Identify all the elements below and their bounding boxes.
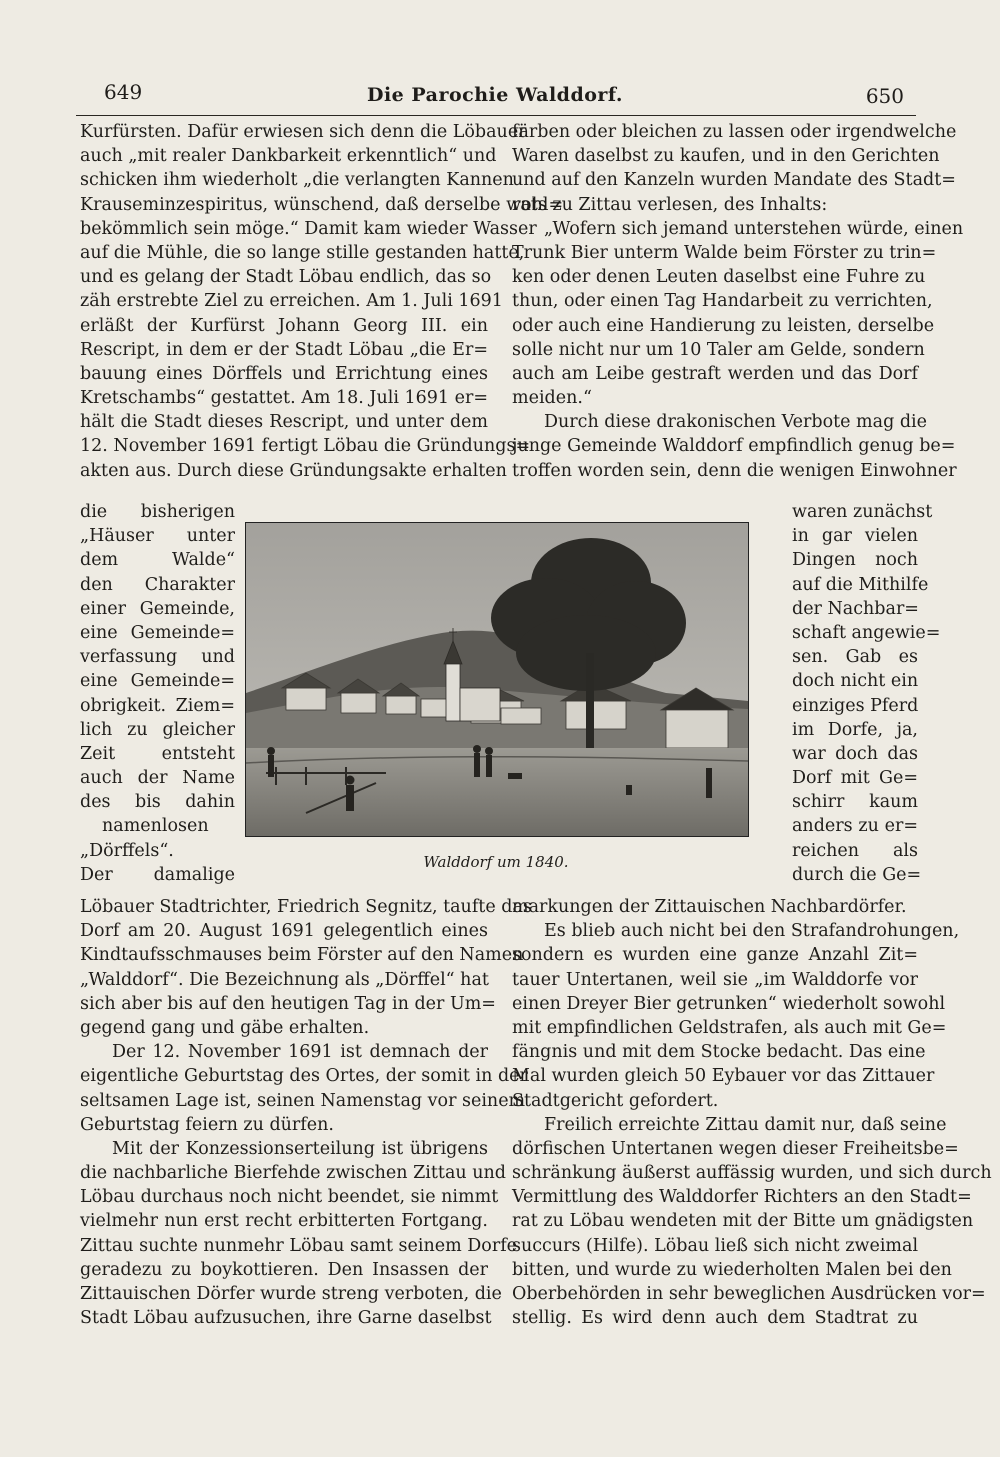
running-title: Die Parochie Walddorf. bbox=[366, 84, 624, 106]
text-line: durch die Ge= bbox=[792, 864, 922, 885]
text-line: war doch das bbox=[792, 743, 918, 764]
text-line: und auf den Kanzeln wurden Mandate des Stadt= bbox=[512, 170, 956, 191]
text-line: hält die Stadt dieses Rescript, und unter dem bbox=[80, 412, 488, 433]
header-rule bbox=[76, 115, 916, 116]
text-line: Löbau durchaus noch nicht beendet, sie nimmt bbox=[80, 1187, 499, 1208]
text-line: eine Gemeinde= bbox=[80, 622, 235, 643]
text-line: doch nicht ein bbox=[792, 671, 919, 692]
text-line: auf die Mühle, die so lange stille gestanden hatte, bbox=[80, 242, 525, 263]
right-column-bottom bbox=[512, 895, 992, 1330]
text-line: eigentliche Geburtstag des Ortes, der somit in der bbox=[80, 1066, 528, 1087]
text-line: junge Gemeinde Walddorf empfindlich genug be= bbox=[512, 436, 956, 457]
right-column-top bbox=[512, 120, 964, 483]
text-line: meiden.“ bbox=[512, 388, 592, 409]
text-line: 12. November 1691 fertigt Löbau die Gründungs= bbox=[80, 436, 531, 457]
text-line: seltsamen Lage ist, seinen Namenstag vor seinem bbox=[80, 1090, 526, 1111]
text-line: die bisherigen bbox=[80, 502, 235, 522]
text-line: schicken ihm wiederholt „die verlangten Kannen bbox=[80, 170, 514, 191]
text-line: namenlosen bbox=[102, 816, 209, 837]
text-line: anders zu er= bbox=[792, 816, 918, 837]
text-line: Stadtgericht gefordert. bbox=[512, 1090, 719, 1111]
village-illustration bbox=[245, 522, 749, 837]
text-line: „Dörffels“. bbox=[80, 840, 174, 861]
text-line: reichen als bbox=[792, 840, 918, 861]
text-line: oder auch eine Handierung zu leisten, derselbe bbox=[512, 315, 935, 336]
text-line: obrigkeit. Ziem= bbox=[80, 695, 235, 716]
text-line: des bis dahin bbox=[80, 792, 235, 813]
text-line: mit empfindlichen Geldstrafen, als auch mit Ge= bbox=[512, 1017, 947, 1038]
text-line: troffen worden sein, denn die wenigen Einwohner bbox=[512, 460, 957, 481]
page-header bbox=[80, 78, 910, 112]
text-line: Stadt Löbau aufzusuchen, ihre Garne daselbst bbox=[80, 1308, 492, 1329]
text-line: lich zu gleicher bbox=[80, 719, 235, 740]
text-line: Kretschambs“ gestattet. Am 18. Juli 1691 er= bbox=[80, 388, 488, 409]
text-line: gegend gang und gäbe erhalten. bbox=[80, 1017, 370, 1038]
text-line: Der damalige bbox=[80, 864, 235, 885]
text-line: stellig. Es wird denn auch dem Stadtrat zu bbox=[512, 1308, 918, 1329]
text-line: Oberbehörden in sehr beweglichen Ausdrücken vor= bbox=[512, 1284, 986, 1304]
text-line: verfassung und bbox=[80, 647, 235, 668]
text-line: Es blieb auch nicht bei den Strafandrohungen, bbox=[544, 921, 960, 942]
text-line: auf die Mithilfe bbox=[792, 574, 929, 595]
text-line: Dorf am 20. August 1691 gelegentlich eines bbox=[80, 921, 488, 942]
figure-caption: Walddorf um 1840. bbox=[423, 853, 569, 871]
text-line: rats zu Zittau verlesen, des Inhalts: bbox=[512, 194, 828, 215]
text-line: im Dorfe, ja, bbox=[792, 719, 918, 740]
text-line: Vermittlung des Walddorfer Richters an den Stadt= bbox=[512, 1187, 972, 1208]
text-line: bauung eines Dörffels und Errichtung eines bbox=[80, 363, 488, 384]
text-line: Trunk Bier unterm Walde beim Förster zu trin= bbox=[512, 242, 937, 263]
text-line: Zittau suchte nunmehr Löbau samt seinem Dorfe bbox=[80, 1235, 518, 1256]
text-line: zäh erstrebte Ziel zu erreichen. Am 1. Juli 1691 bbox=[80, 291, 503, 312]
walddorf-engraving bbox=[246, 523, 748, 836]
text-line: einer Gemeinde, bbox=[80, 598, 235, 619]
text-line: einen Dreyer Bier getrunken“ wiederholt sowohl bbox=[512, 993, 946, 1014]
left-column-bottom bbox=[80, 895, 532, 1330]
text-line: Freilich erreichte Zittau damit nur, daß seine bbox=[544, 1114, 947, 1135]
text-line: rat zu Löbau wendeten mit der Bitte um gnädigsten bbox=[512, 1211, 974, 1232]
text-line: fängnis und mit dem Stocke bedacht. Das eine bbox=[512, 1042, 926, 1063]
text-line: Der 12. November 1691 ist demnach der bbox=[112, 1042, 488, 1063]
text-line: waren zunächst bbox=[792, 502, 933, 522]
text-line: succurs (Hilfe). Löbau ließ sich nicht zweimal bbox=[512, 1235, 919, 1256]
text-line: erläßt der Kurfürst Johann Georg III. ein bbox=[80, 315, 488, 336]
text-line: eine Gemeinde= bbox=[80, 671, 235, 692]
text-line: Kindtaufsschmauses beim Förster auf den Namen bbox=[80, 945, 524, 966]
text-line: vielmehr nun erst recht erbitterten Fortgang. bbox=[80, 1211, 488, 1232]
text-line: dem Walde“ bbox=[80, 550, 235, 571]
text-line: in gar vielen bbox=[792, 526, 918, 547]
text-line: thun, oder einen Tag Handarbeit zu verrichten, bbox=[512, 291, 933, 312]
text-line: Dorf mit Ge= bbox=[792, 768, 918, 789]
text-line: Löbauer Stadtrichter, Friedrich Segnitz, taufte das bbox=[80, 897, 532, 917]
text-line: den Charakter bbox=[80, 574, 235, 595]
page-number-left: 649 bbox=[104, 80, 143, 104]
text-line: „Wofern sich jemand unterstehen würde, einen bbox=[544, 218, 964, 239]
text-line: Zittauischen Dörfer wurde streng verboten, die bbox=[80, 1284, 502, 1304]
text-line: schaft angewie= bbox=[792, 622, 941, 643]
text-line: Waren daselbst zu kaufen, und in den Gerichten bbox=[512, 146, 940, 167]
text-line: Kurfürsten. Dafür erwiesen sich denn die Löbauer bbox=[80, 122, 527, 142]
text-line: Rescript, in dem er der Stadt Löbau „die Er= bbox=[80, 339, 488, 360]
left-column-narrow bbox=[80, 500, 235, 887]
right-column-narrow bbox=[792, 500, 941, 887]
text-line: auch der Name bbox=[80, 768, 235, 789]
text-line: „Häuser unter bbox=[80, 526, 235, 547]
text-line: ken oder denen Leuten daselbst eine Fuhre zu bbox=[512, 267, 926, 288]
text-line: „Walddorf“. Die Bezeichnung als „Dörffel“ hat bbox=[80, 969, 489, 990]
text-line: auch am Leibe gestraft werden und das Dorf bbox=[512, 363, 918, 384]
text-line: schirr kaum bbox=[792, 792, 918, 813]
text-line: Mit der Konzessionserteilung ist übrigens bbox=[112, 1138, 488, 1159]
text-line: Durch diese drakonischen Verbote mag die bbox=[544, 412, 928, 433]
text-line: solle nicht nur um 10 Taler am Gelde, sondern bbox=[512, 339, 925, 360]
text-line: sondern es wurden eine ganze Anzahl Zit= bbox=[512, 945, 918, 966]
text-line: sich aber bis auf den heutigen Tag in der Um= bbox=[80, 993, 496, 1014]
text-line: der Nachbar= bbox=[792, 598, 919, 619]
text-line: markungen der Zittauischen Nachbardörfer. bbox=[512, 897, 907, 917]
text-line: Zeit entsteht bbox=[80, 743, 235, 764]
text-line: geradezu zu boykottieren. Den Insassen der bbox=[80, 1259, 488, 1280]
text-line: Geburtstag feiern zu dürfen. bbox=[80, 1114, 334, 1135]
text-line: bitten, und wurde zu wiederholten Malen bei den bbox=[512, 1259, 952, 1280]
text-line: bekömmlich sein möge.“ Damit kam wieder Wasser bbox=[80, 218, 537, 239]
text-line: und es gelang der Stadt Löbau endlich, das so bbox=[80, 267, 492, 288]
text-line: Mal wurden gleich 50 Eybauer vor das Zittauer bbox=[512, 1066, 935, 1087]
text-line: schränkung äußerst auffässig wurden, und sich durch bbox=[512, 1163, 992, 1184]
text-line: die nachbarliche Bierfehde zwischen Zittau und bbox=[80, 1163, 506, 1184]
text-line: Dingen noch bbox=[792, 550, 918, 571]
text-line: akten aus. Durch diese Gründungsakte erhalten bbox=[80, 460, 507, 481]
text-line: einziges Pferd bbox=[792, 695, 919, 716]
text-line: dörfischen Untertanen wegen dieser Freiheitsbe= bbox=[512, 1138, 959, 1159]
page-number-right: 650 bbox=[865, 84, 904, 108]
text-line: tauer Untertanen, weil sie „im Walddorfe vor bbox=[512, 969, 918, 990]
text-line: sen. Gab es bbox=[792, 647, 918, 668]
text-line: auch „mit realer Dankbarkeit erkenntlich“ und bbox=[80, 146, 497, 167]
text-line: Krauseminzespiritus, wünschend, daß derselbe wohl= bbox=[80, 194, 564, 215]
text-line: färben oder bleichen zu lassen oder irgendwelche bbox=[512, 122, 957, 142]
